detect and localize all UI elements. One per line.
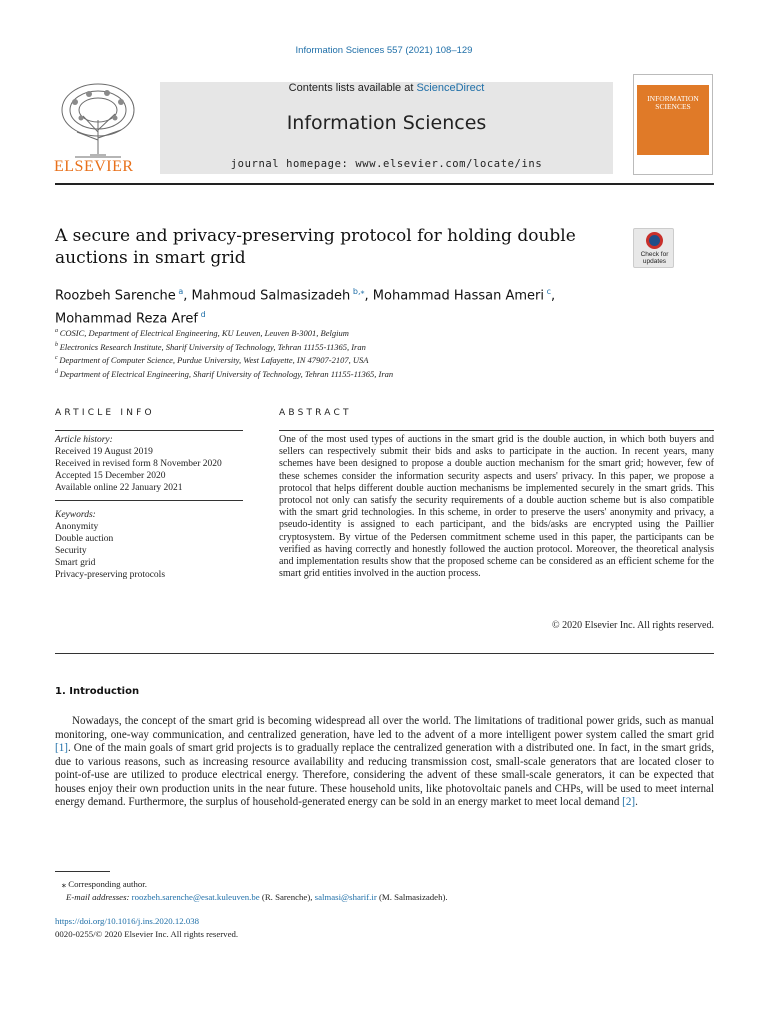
introduction-heading: 1. Introduction — [55, 686, 140, 697]
keyword-item: Smart grid — [55, 558, 96, 568]
email-link[interactable]: roozbeh.sarenche@esat.kuleuven.be — [131, 891, 260, 902]
author-name[interactable]: Mohammad Hassan Ameri — [372, 288, 544, 304]
article-title: A secure and privacy-preserving protocol for holding double auctions in smart grid — [55, 226, 576, 268]
author-affil-mark[interactable]: b,⁎ — [352, 287, 365, 296]
affiliation-text: COSIC, Department of Electrical Engineering, KU Leuven, Leuven B-3001, Belgium — [59, 327, 349, 338]
author-name[interactable]: Mahmoud Salmasizadeh — [191, 288, 351, 304]
journal-name: Information Sciences — [286, 112, 487, 134]
keywords-block — [55, 509, 165, 581]
keyword-item: Double auction — [55, 534, 114, 544]
author-affil-mark[interactable]: a — [178, 287, 184, 296]
keyword-item: Anonymity — [55, 522, 99, 532]
history-item: Received in revised form 8 November 2020 — [55, 459, 222, 469]
affiliation-mark: a — [55, 328, 58, 334]
author-affil-mark[interactable]: d — [200, 310, 206, 320]
affiliation-text: Department of Computer Science, Purdue University, West Lafayette, IN 47907-2107, USA — [59, 354, 369, 365]
footnotes — [55, 878, 714, 903]
affiliation-mark: c — [55, 355, 58, 362]
author-name[interactable]: Roozbeh Sarenche — [55, 288, 176, 304]
keyword-item: Privacy-preserving protocols — [55, 570, 166, 580]
affiliation-item — [55, 353, 675, 367]
abstract-rule — [279, 430, 714, 431]
abstract-copyright: © 2020 Elsevier Inc. All rights reserved. — [551, 620, 714, 631]
elsevier-wordmark: ELSEVIER — [54, 158, 134, 175]
check-for-updates-button[interactable] — [633, 228, 674, 268]
article-info-rule — [55, 430, 243, 431]
email-owner: (M. Salmasizadeh). — [376, 891, 448, 902]
author-list: Roozbeh Sarenche $^a$, Mahmoud Salmasizadeh $^{b,⁎}$, Mohammad Hassan Ameri $^c$, Mohammad Reza Aref $^d$ — [55, 287, 556, 327]
affiliation-list — [55, 326, 675, 380]
email-link[interactable]: salmasi@sharif.ir — [314, 891, 377, 902]
sciencedirect-link[interactable]: ScienceDirect — [416, 82, 485, 94]
abstract-heading: ABSTRACT — [279, 408, 352, 418]
corresponding-author-note — [55, 878, 714, 891]
affiliation-mark: d — [55, 368, 58, 375]
journal-homepage[interactable]: journal homepage: www.elsevier.com/locate/ins — [230, 158, 543, 170]
email-owner: (R. Sarenche), — [259, 891, 315, 902]
intro-text: Nowadays, the concept of the smart grid is becoming widespread all over the world. The limitations of traditional power grids, such as manual monitoring, one-way communication, and centralized generation, have led to the advent of a more intelligent power system called the smart grid — [55, 715, 714, 741]
reference-link[interactable]: [1] — [55, 742, 68, 754]
check-updates-icon — [646, 232, 663, 249]
affiliation-item — [55, 326, 675, 340]
history-item: Received 19 August 2019 — [55, 447, 153, 457]
cover-title: INFORMATION SCIENCES — [647, 94, 699, 111]
affiliation-text: Department of Electrical Engineering, Sharif University of Technology, Tehran 11155-11365, Iran — [59, 368, 394, 379]
author-name[interactable]: Mohammad Reza Aref — [55, 311, 198, 327]
contents-line — [160, 82, 613, 94]
email-label: E-mail addresses: — [66, 891, 132, 902]
history-item: Accepted 15 December 2020 — [55, 471, 166, 481]
article-info-heading: ARTICLE INFO — [55, 408, 155, 418]
journal-cover-thumbnail[interactable] — [633, 74, 713, 175]
doi-link[interactable]: https://doi.org/10.1016/j.ins.2020.12.038 — [55, 916, 200, 926]
history-item: Available online 22 January 2021 — [55, 483, 183, 493]
footnote-mark: ⁎ — [61, 879, 67, 889]
abstract-text: One of the most used types of auctions in the smart grid is the double auction, in which both buyers and sellers can respectively submit their bids and asks to participate in the auction. In recent years, many schemes have been designed to propose a double auction mechanism for the smart grid; however, few of these schemes consider the information security aspects and users' privacy. In this paper, we propose a protocol that helps different double auction mechanisms be implemented securely in the smart grids. This protocol not only can satisfy the security requirements of a double auction scheme but is also compatible with the smart grid technologies. In this scheme, in order to preserve the users' anonymity and privacy, a pseudo-identity is assigned to each participant, and the bids/asks are encrypted using the Paillier cryptosystem. By virtue of the Pedersen commitment scheme used in this paper, the participants can be verified as having correctly and honestly followed the auction protocol. Moreover, the theoretical analysis and implementation results show that the proposed scheme can be considered as an efficient scheme for the smart grid entities involved in the auction process. — [279, 434, 714, 580]
reference-link[interactable]: [2] — [622, 796, 636, 808]
email-note — [55, 891, 714, 904]
article-history — [55, 434, 222, 494]
check-updates-label: Check for updates — [640, 251, 669, 265]
intro-text: . — [635, 796, 638, 808]
introduction-paragraph — [55, 715, 714, 810]
journal-citation[interactable]: Information Sciences 557 (2021) 108–129 — [295, 45, 473, 56]
footnote-text: Corresponding author. — [68, 879, 147, 889]
history-divider — [55, 500, 243, 501]
journal-header-box — [160, 82, 613, 174]
affiliation-text: Electronics Research Institute, Sharif University of Technology, Tehran 11155-11365, Iran — [59, 341, 366, 352]
footnote-rule — [55, 871, 110, 872]
history-label: Article history: — [55, 435, 113, 445]
keywords-label: Keywords: — [55, 510, 96, 520]
contents-prefix: Contents lists available at — [288, 82, 417, 94]
affiliation-item — [55, 340, 675, 354]
author-affil-mark[interactable]: c — [546, 287, 551, 296]
header-divider — [55, 183, 714, 185]
issn-copyright: 0020-0255/© 2020 Elsevier Inc. All rights reserved. — [55, 929, 239, 939]
affiliation-item — [55, 367, 675, 381]
abstract-bottom-divider — [55, 653, 714, 654]
intro-text: . One of the main goals of smart grid projects is to gradually replace the centralized generation with a distributed one. In fact, in the smart grids, due to various reasons, such as increasing resource availability and reducing transmission cost, small-scale generators that are located closer to point-of-use are utilized to produce electrical energy. Therefore, considering the advent of these small-scale generators, it can be expected that houses enjoy their own production units in the near future. These household units, like photovoltaic panels and CHPs, will be used to meet internal energy demand. Furthermore, the surplus of household-generated energy can be sold in an energy market to meet local demand — [55, 742, 714, 808]
affiliation-mark: b — [55, 341, 58, 348]
keyword-item: Security — [55, 546, 87, 556]
